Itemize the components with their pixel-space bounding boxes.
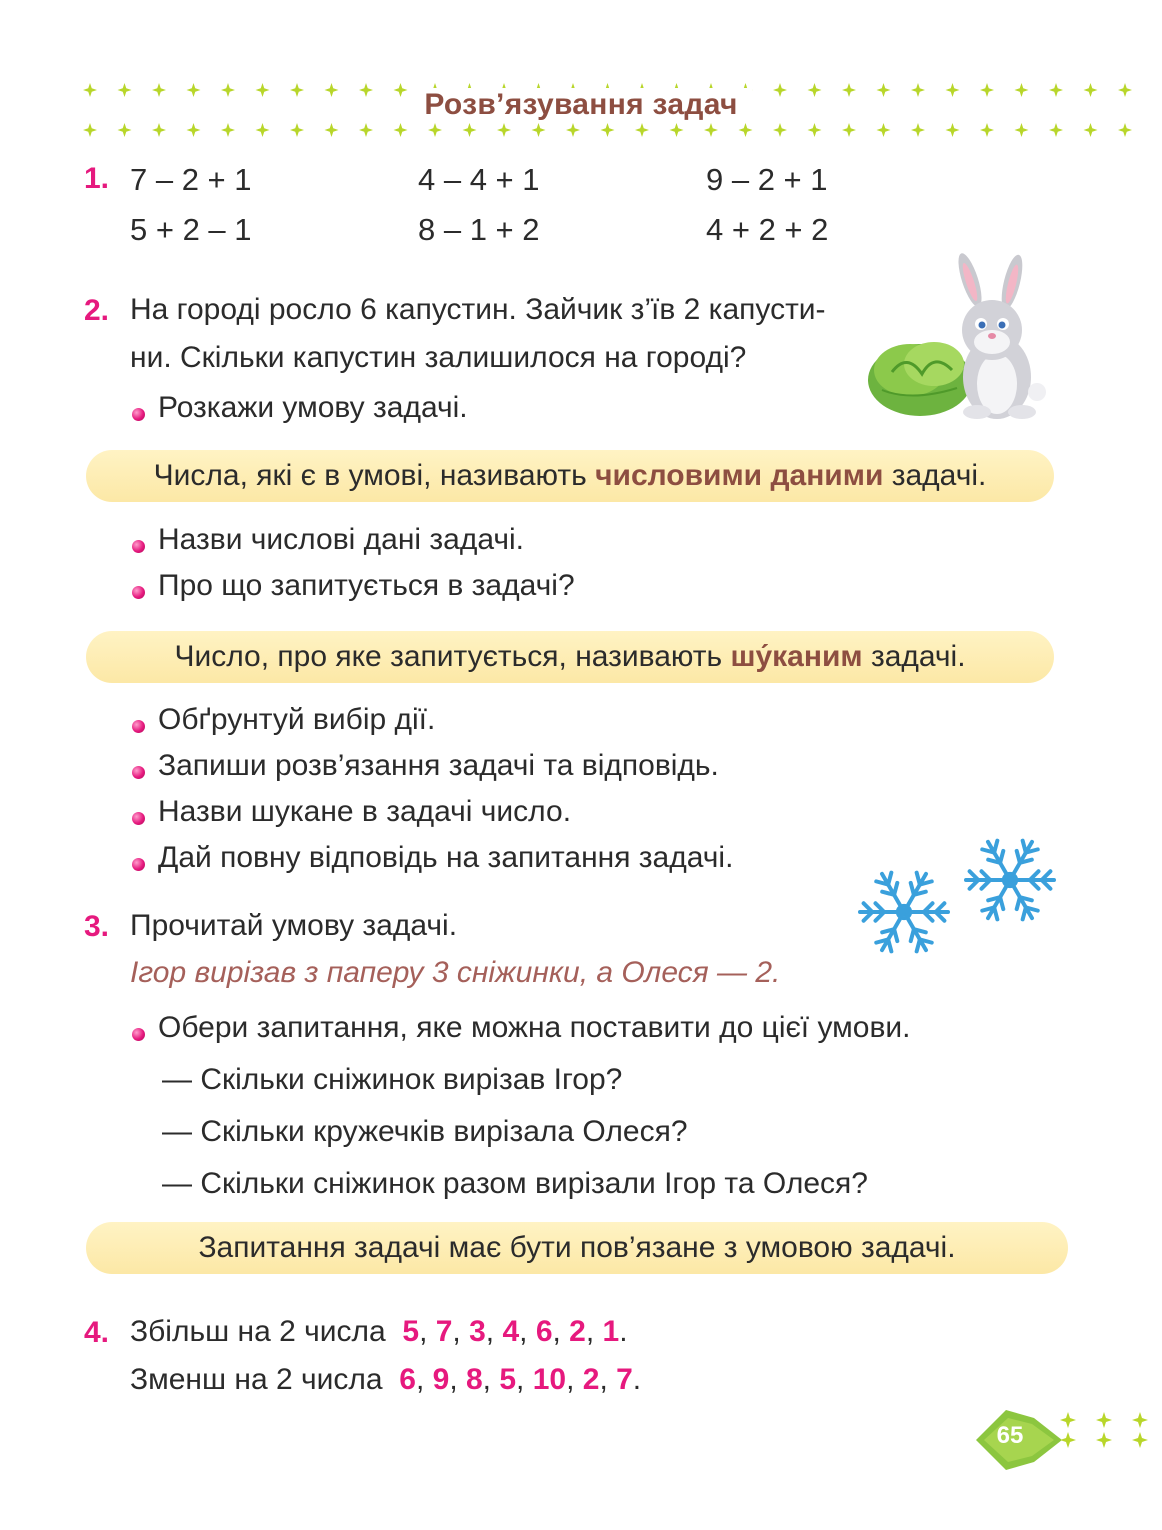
star-dot-icon [601,123,615,137]
task-2-bullet-6: Назви шукане в задачі число. [158,795,572,828]
task-2-bullet-5: Запиши розв’язання задачі та відповідь. [158,749,719,782]
star-dot-icon [497,123,511,137]
snowflakes-illustration [852,830,1062,960]
bullet-icon [132,720,145,733]
star-dot-icon [704,123,718,137]
number: 7 [435,1315,453,1348]
decor-dots-bottom [80,120,1150,140]
star-dot-icon [359,123,373,137]
star-dot-icon [532,123,546,137]
number: 6 [399,1363,416,1396]
star-dot-icon [808,123,822,137]
rule-highlight: числовими даними [595,459,884,492]
star-dot-icon [221,123,235,137]
bullet-icon [132,812,145,825]
star-dot-icon [1118,123,1132,137]
star-dot-icon [83,123,97,137]
number: 6 [535,1315,553,1348]
task-3-number: 3. [84,910,110,943]
expression: 4 + 2 + 2 [706,212,829,247]
expression: 7 – 2 + 1 [130,162,252,197]
star-dot-icon [911,123,925,137]
task-4-line-2: Зменш на 2 числа 6, 9, 8, 5, 10, 2, 7. [130,1363,642,1396]
expression: 5 + 2 – 1 [130,212,252,247]
star-dot-icon [290,123,304,137]
star-dot-icon [118,123,132,137]
bullet-icon [132,858,145,871]
star-dot-icon [980,123,994,137]
task-3-bullet-1: Обери запитання, яке можна поставити до цієї умови. [158,1011,911,1044]
star-dot-icon [463,123,477,137]
expression: 9 – 2 + 1 [706,162,828,197]
task-2-text-line1: На городі росло 6 капустин. Зайчик з’їв 2 капусти- [130,293,826,326]
number: 3 [469,1315,486,1348]
star-dot-icon [566,123,580,137]
task-3-intro: Прочитай умову задачі. [130,909,458,942]
page-number: 65 [996,1422,1024,1449]
rule-box-question: Запитання задачі має бути пов’язане з умовою задачі. [86,1222,1068,1274]
number: 5 [402,1315,420,1348]
star-dot-icon [946,123,960,137]
star-dot-icon [256,123,270,137]
task-3-condition: Ігор вирізав з паперу 3 сніжинки, а Олеся — 2. [130,956,781,989]
number: 4 [502,1315,520,1348]
task-2-bullet-1: Розкажи умову задачі. [158,391,468,424]
task-3-option: — Скільки кружечків вирізала Олеся? [162,1115,688,1148]
task-4-label: Зменш на 2 числа [130,1363,383,1396]
star-dot-icon [635,123,649,137]
number: 10 [532,1363,567,1396]
number: 2 [582,1363,600,1396]
star-dot-icon [842,123,856,137]
task-2-bullet-7: Дай повну відповідь на запитання задачі. [158,841,734,874]
expression: 4 – 4 + 1 [418,162,540,197]
rule-box-numeric-data [86,450,1054,502]
star-dot-icon [670,123,684,137]
star-dot-icon [187,123,201,137]
rule-box-unknown [86,631,1054,683]
star-dot-icon [1084,123,1098,137]
task-4-number: 4. [84,1316,110,1349]
star-dot-icon [773,123,787,137]
number: 1 [602,1315,620,1348]
star-dot-icon [152,123,166,137]
bunny-icon [954,252,1046,419]
number: 5 [499,1363,517,1396]
snowflake-icon [860,841,1054,952]
star-dot-icon [325,123,339,137]
task-2-text-line2: ни. Скільки капустин залишилося на городі? [130,341,747,374]
task-1-number: 1. [84,162,110,195]
task-2-bullet-4: Обґрунтуй вибір дії. [158,703,436,736]
task-4-line-1: Збільш на 2 числа 5, 7, 3, 4, 6, 2, 1. [130,1315,628,1348]
bullet-icon [132,766,145,779]
rule-text: Число, про яке запитується, називають [174,640,731,673]
star-dot-icon [1049,123,1063,137]
number: 8 [465,1363,483,1396]
star-dot-icon [428,123,442,137]
bullet-icon [132,1028,145,1041]
bullet-icon [132,408,145,421]
task-2-number: 2. [84,294,110,327]
task-3-option: — Скільки сніжинок разом вирізали Ігор та Олеся? [162,1167,868,1200]
expression: 8 – 1 + 2 [418,212,540,247]
number: 2 [569,1315,586,1348]
star-dot-icon [877,123,891,137]
task-2-bullet-3: Про що запитується в задачі? [158,569,575,602]
bunny-cabbage-illustration [862,252,1062,424]
rule-text: задачі. [862,640,966,673]
task-4-label: Збільш на 2 числа [130,1315,386,1348]
cabbage-icon [868,342,972,416]
rule-text: Числа, які є в умові, називають [153,459,596,492]
rule-highlight: шу́каним [730,640,863,673]
bullet-icon [132,540,145,553]
decor-dots-corner [1060,1408,1150,1452]
task-2-bullet-2: Назви числові дані задачі. [158,523,525,556]
number: 9 [432,1363,450,1396]
bullet-icon [132,586,145,599]
number: 7 [616,1363,633,1396]
page-title: Розв’язування задач [0,88,1162,122]
task-3-option: — Скільки сніжинок вирізав Ігор? [162,1063,623,1096]
star-dot-icon [394,123,408,137]
star-dot-icon [1015,123,1029,137]
rule-text: задачі. [883,459,987,492]
star-dot-icon [739,123,753,137]
